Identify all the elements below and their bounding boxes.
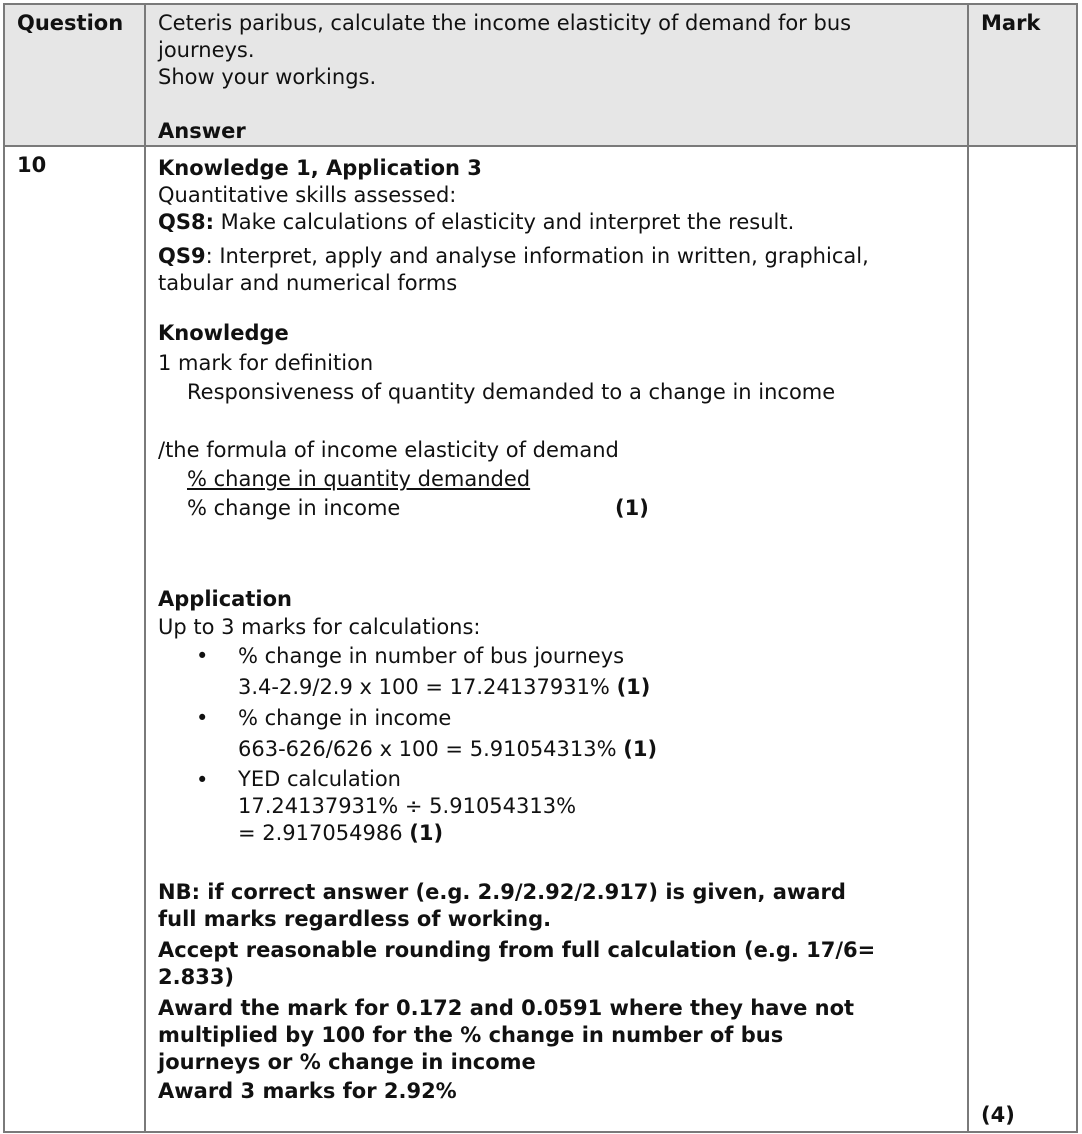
application-bullet: • % change in income 663-626/626 x 100 = 5.91054313% (1) — [158, 703, 955, 765]
mark-label: Mark — [981, 11, 1041, 35]
note-nb: NB: if correct answer (e.g. 2.9/2.92/2.917) is given, award full marks regardless of working. — [158, 880, 846, 931]
formula-denominator-line — [158, 494, 955, 523]
header-row — [4, 4, 1077, 146]
question-header-cell — [4, 4, 145, 146]
qs9-code: QS9 — [158, 244, 206, 268]
answer-label: Answer — [158, 119, 246, 143]
question-number-cell — [4, 146, 145, 1132]
qs9-text-cont: tabular and numerical forms — [158, 271, 458, 295]
note-rounding: Accept reasonable rounding from full calculation (e.g. 17/6= 2.833) — [158, 938, 876, 989]
answer-cell — [145, 146, 968, 1132]
note-award-decimal: Award the mark for 0.172 and 0.0591 where they have not multiplied by 100 for the % change in number of bus journeys or % change in income — [158, 996, 855, 1074]
application-heading: Application — [158, 587, 292, 611]
application-bullet: • % change in number of bus journeys 3.4-2.9/2.9 x 100 = 17.24137931% (1) — [158, 641, 955, 703]
qs9-line — [158, 243, 955, 270]
answer-row — [4, 146, 1077, 1132]
bullet-icon: • — [196, 768, 209, 792]
total-mark-cell — [968, 146, 1077, 1132]
knowledge-heading: Knowledge — [158, 321, 289, 345]
question-instruction: Show your workings. — [158, 65, 377, 89]
knowledge-mark: (1) — [615, 496, 649, 520]
formula-denominator: % change in income — [187, 496, 401, 520]
formula-numerator: % change in quantity demanded — [187, 467, 531, 491]
note-award-3: Award 3 marks for 2.92% — [158, 1079, 457, 1103]
question-label: Question — [17, 11, 124, 35]
question-text: Ceteris paribus, calculate the income elasticity of demand for bus — [158, 11, 852, 35]
question-text: journeys. — [158, 38, 255, 62]
formula-intro: /the formula of income elasticity of demand — [158, 438, 619, 462]
knowledge-mark-rule: 1 mark for definition — [158, 351, 374, 375]
question-number: 10 — [17, 153, 47, 177]
total-mark: (4) — [981, 1103, 1015, 1127]
bullet-icon: • — [196, 644, 209, 668]
mark-header-cell — [968, 4, 1077, 146]
application-intro: Up to 3 marks for calculations: — [158, 615, 481, 639]
qs8-line — [158, 209, 955, 236]
mark-scheme-table — [3, 3, 1078, 1133]
question-text-cell — [145, 4, 968, 146]
bullet-icon: • — [196, 706, 209, 730]
mark-summary: Knowledge 1, Application 3 — [158, 156, 482, 180]
qs8-text: Make calculations of elasticity and interpret the result. — [214, 210, 795, 234]
knowledge-definition: Responsiveness of quantity demanded to a change in income — [187, 380, 836, 404]
application-bullet: • YED calculation 17.24137931% ÷ 5.91054313% = 2.917054986 (1) — [196, 767, 577, 845]
qs-intro: Quantitative skills assessed: — [158, 183, 457, 207]
qs9-text: : Interpret, apply and analyse information in written, graphical, — [205, 244, 869, 268]
qs8-code: QS8: — [158, 210, 214, 234]
